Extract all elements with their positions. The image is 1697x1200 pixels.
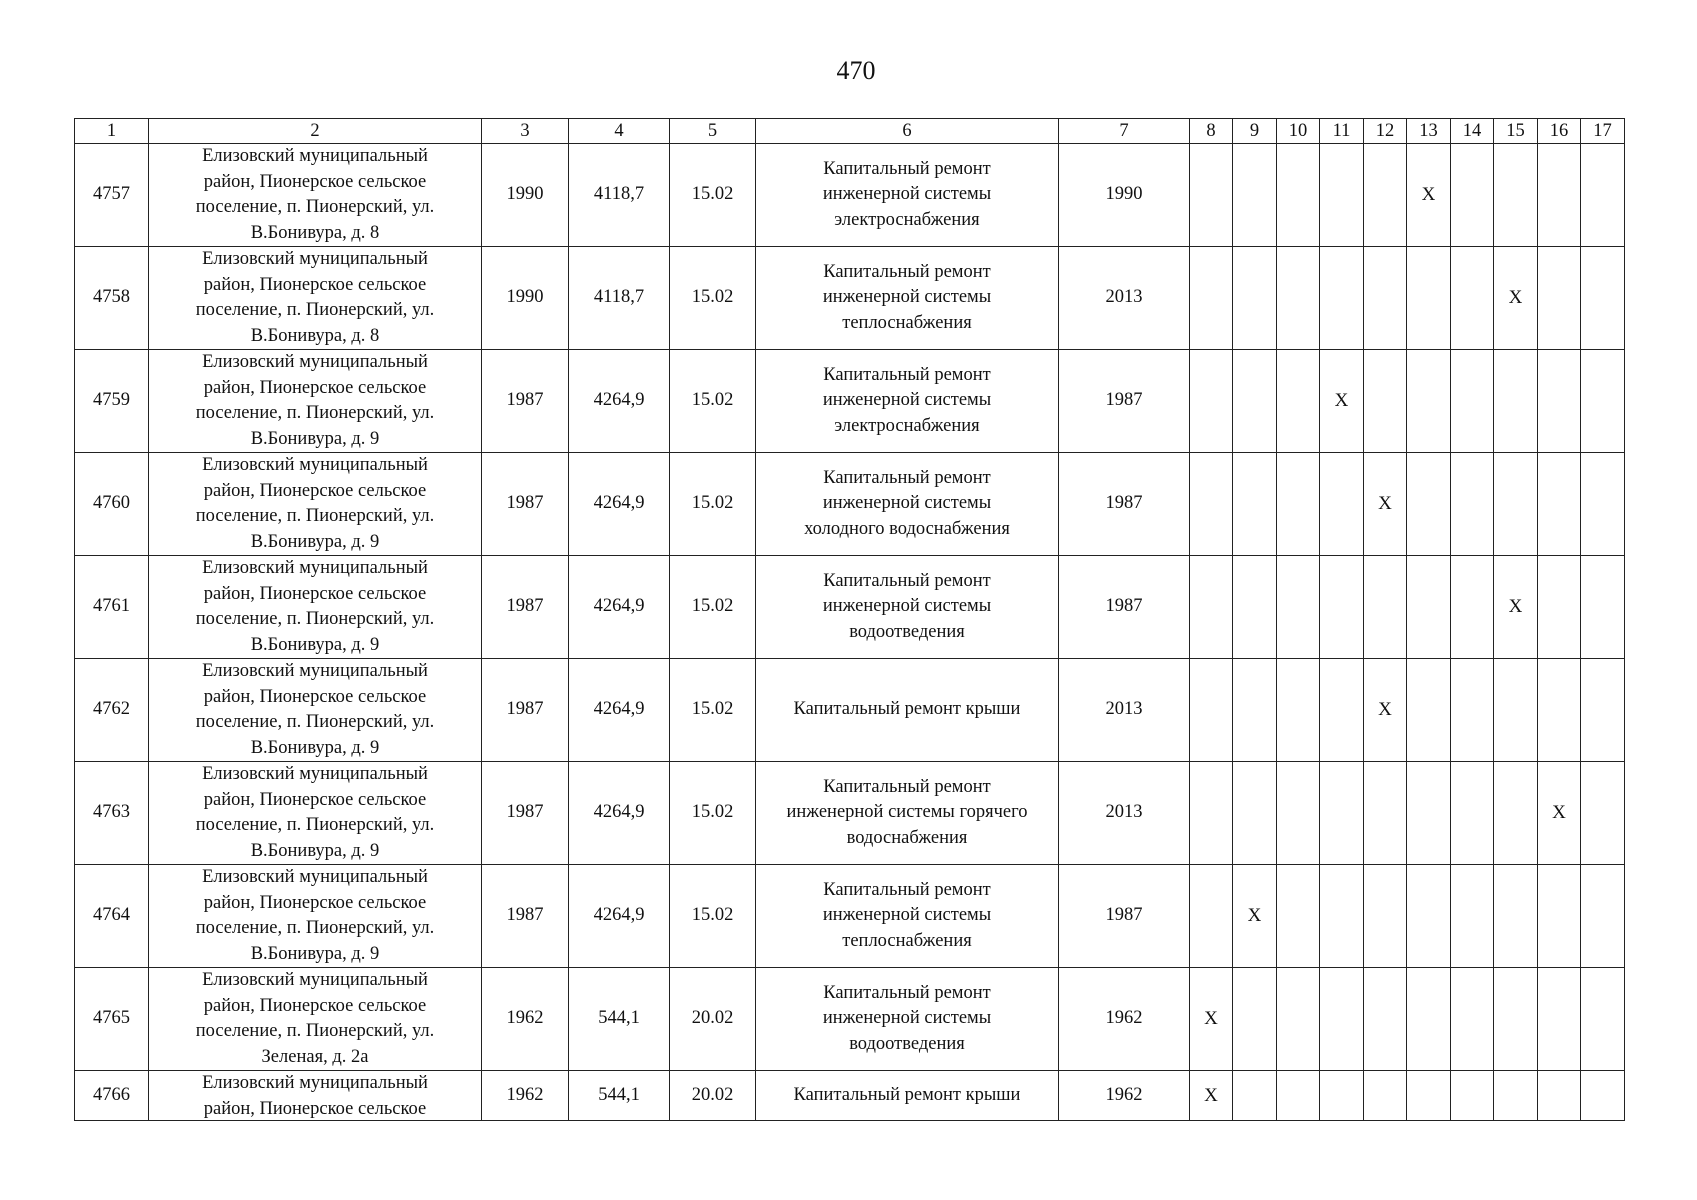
mark-col-14 (1451, 144, 1494, 247)
address-line: В.Бонивура, д. 8 (250, 325, 380, 346)
mark-col-16 (1538, 247, 1581, 350)
mark-col-10 (1277, 659, 1320, 762)
commission-year: 1962 (482, 968, 569, 1071)
table-row (75, 659, 1625, 762)
total-area: 4264,9 (569, 350, 670, 453)
mark-col-10 (1277, 247, 1320, 350)
mark-col-10 (1277, 865, 1320, 968)
address-line: Зеленая, д. 2а (261, 1046, 369, 1067)
column-number-10: 10 (1277, 119, 1320, 144)
address-line: район, Пионерское сельское (203, 274, 427, 295)
mark-col-8 (1190, 556, 1233, 659)
work-code: 15.02 (670, 762, 756, 865)
work-line: Капитальный ремонт (823, 776, 991, 797)
work-description (756, 350, 1059, 453)
work-code: 20.02 (670, 1071, 756, 1121)
mark-col-13 (1407, 659, 1451, 762)
row-number: 4765 (75, 968, 149, 1071)
mark-col-12 (1364, 350, 1407, 453)
row-number: 4758 (75, 247, 149, 350)
page-number: 470 (836, 56, 876, 85)
table-row (75, 556, 1625, 659)
work-line: холодного водоснабжения (804, 518, 1010, 539)
row-number: 4763 (75, 762, 149, 865)
column-number-3: 3 (482, 119, 569, 144)
address-line: поселение, п. Пионерский, ул. (195, 197, 435, 217)
mark-col-8 (1190, 247, 1233, 350)
mark-col-9 (1233, 247, 1277, 350)
address-cell (149, 556, 482, 659)
register-table (74, 118, 1625, 1121)
mark-col-15 (1494, 865, 1538, 968)
mark-col-14 (1451, 556, 1494, 659)
mark-col-9 (1233, 762, 1277, 865)
work-line: инженерной системы (822, 1008, 992, 1029)
mark-col-13 (1407, 350, 1451, 453)
mark-col-10 (1277, 350, 1320, 453)
address-line: В.Бонивура, д. 9 (250, 737, 380, 758)
mark-col-16: X (1538, 762, 1581, 865)
work-code: 15.02 (670, 247, 756, 350)
row-number: 4766 (75, 1071, 149, 1121)
mark-col-14 (1451, 247, 1494, 350)
address-line: Елизовский муниципальный (202, 661, 428, 681)
commission-year: 1987 (482, 762, 569, 865)
mark-col-11 (1320, 762, 1364, 865)
mark-col-10 (1277, 968, 1320, 1071)
mark-col-10 (1277, 144, 1320, 247)
work-line: Капитальный ремонт (823, 570, 991, 591)
address-line: район, Пионерское сельское (203, 892, 427, 913)
row-number: 4764 (75, 865, 149, 968)
work-line: инженерной системы (822, 184, 992, 205)
total-area: 4118,7 (569, 144, 670, 247)
mark-col-9 (1233, 659, 1277, 762)
mark-col-8 (1190, 350, 1233, 453)
address-cell (149, 968, 482, 1071)
mark-col-9 (1233, 144, 1277, 247)
work-code: 15.02 (670, 556, 756, 659)
mark-col-13 (1407, 865, 1451, 968)
commission-year: 1987 (482, 865, 569, 968)
mark-col-8 (1190, 865, 1233, 968)
work-line: инженерной системы (822, 390, 992, 411)
address-line: Елизовский муниципальный (202, 455, 428, 475)
address-line: район, Пионерское сельское (203, 1098, 427, 1119)
work-line: инженерной системы (822, 493, 992, 514)
table-row (75, 1071, 1625, 1121)
table-row (75, 350, 1625, 453)
last-repair-year: 1987 (1059, 350, 1190, 453)
address-line: поселение, п. Пионерский, ул. (195, 712, 435, 732)
work-line: инженерной системы (822, 596, 992, 617)
address-line: поселение, п. Пионерский, ул. (195, 506, 435, 526)
mark-col-17 (1581, 144, 1625, 247)
address-line: поселение, п. Пионерский, ул. (195, 300, 435, 320)
mark-col-15 (1494, 1071, 1538, 1121)
mark-col-13 (1407, 968, 1451, 1071)
mark-col-17 (1581, 350, 1625, 453)
mark-col-10 (1277, 453, 1320, 556)
address-line: Елизовский муниципальный (202, 867, 428, 887)
work-description (756, 247, 1059, 350)
mark-col-15 (1494, 659, 1538, 762)
row-number: 4760 (75, 453, 149, 556)
mark-col-9: X (1233, 865, 1277, 968)
address-line: В.Бонивура, д. 8 (250, 222, 380, 243)
mark-col-16 (1538, 1071, 1581, 1121)
work-description (756, 968, 1059, 1071)
column-number-8: 8 (1190, 119, 1233, 144)
mark-col-16 (1538, 968, 1581, 1071)
work-code: 15.02 (670, 659, 756, 762)
mark-col-15 (1494, 968, 1538, 1071)
address-line: район, Пионерское сельское (203, 480, 427, 501)
mark-col-17 (1581, 247, 1625, 350)
mark-col-8 (1190, 762, 1233, 865)
address-cell (149, 762, 482, 865)
work-line: инженерной системы (822, 287, 992, 308)
column-number-9: 9 (1233, 119, 1277, 144)
work-line: Капитальный ремонт (823, 364, 991, 385)
mark-col-11 (1320, 968, 1364, 1071)
mark-col-17 (1581, 865, 1625, 968)
work-description (756, 659, 1059, 762)
work-line: Капитальный ремонт крыши (793, 1084, 1021, 1105)
mark-col-17 (1581, 762, 1625, 865)
address-cell (149, 350, 482, 453)
mark-col-10 (1277, 1071, 1320, 1121)
row-number: 4757 (75, 144, 149, 247)
address-line: поселение, п. Пионерский, ул. (195, 403, 435, 423)
mark-col-13 (1407, 556, 1451, 659)
mark-col-12: X (1364, 659, 1407, 762)
column-number-7: 7 (1059, 119, 1190, 144)
commission-year: 1990 (482, 247, 569, 350)
mark-col-12 (1364, 144, 1407, 247)
mark-col-11 (1320, 865, 1364, 968)
mark-col-10 (1277, 762, 1320, 865)
mark-col-9 (1233, 453, 1277, 556)
row-number: 4759 (75, 350, 149, 453)
row-number: 4762 (75, 659, 149, 762)
column-number-13: 13 (1407, 119, 1451, 144)
total-area: 4264,9 (569, 659, 670, 762)
mark-col-8: X (1190, 968, 1233, 1071)
mark-col-13 (1407, 1071, 1451, 1121)
address-line: Елизовский муниципальный (202, 249, 428, 269)
table-row (75, 144, 1625, 247)
work-description (756, 1071, 1059, 1121)
address-line: поселение, п. Пионерский, ул. (195, 1021, 435, 1041)
mark-col-16 (1538, 659, 1581, 762)
address-cell (149, 1071, 482, 1121)
last-repair-year: 1962 (1059, 1071, 1190, 1121)
column-number-row (75, 119, 1625, 144)
column-number-1: 1 (75, 119, 149, 144)
address-line: район, Пионерское сельское (203, 789, 427, 810)
mark-col-12 (1364, 556, 1407, 659)
mark-col-11 (1320, 144, 1364, 247)
mark-col-12 (1364, 762, 1407, 865)
mark-col-13 (1407, 453, 1451, 556)
last-repair-year: 1987 (1059, 865, 1190, 968)
address-line: Елизовский муниципальный (202, 1073, 428, 1093)
address-cell (149, 659, 482, 762)
mark-col-16 (1538, 865, 1581, 968)
address-line: Елизовский муниципальный (202, 764, 428, 784)
mark-col-8: X (1190, 1071, 1233, 1121)
work-code: 15.02 (670, 865, 756, 968)
mark-col-12 (1364, 247, 1407, 350)
mark-col-13 (1407, 762, 1451, 865)
work-code: 15.02 (670, 453, 756, 556)
work-line: водоотведения (849, 1033, 965, 1054)
commission-year: 1962 (482, 1071, 569, 1121)
work-line: теплоснабжения (842, 930, 972, 951)
work-line: Капитальный ремонт крыши (793, 699, 1021, 720)
total-area: 4264,9 (569, 865, 670, 968)
work-description (756, 556, 1059, 659)
mark-col-16 (1538, 144, 1581, 247)
column-number-15: 15 (1494, 119, 1538, 144)
mark-col-12 (1364, 1071, 1407, 1121)
mark-col-17 (1581, 659, 1625, 762)
mark-col-11: X (1320, 350, 1364, 453)
mark-col-14 (1451, 453, 1494, 556)
table-row (75, 247, 1625, 350)
commission-year: 1987 (482, 453, 569, 556)
commission-year: 1987 (482, 350, 569, 453)
address-line: район, Пионерское сельское (203, 686, 427, 707)
mark-col-16 (1538, 453, 1581, 556)
mark-col-13: X (1407, 144, 1451, 247)
mark-col-11 (1320, 659, 1364, 762)
address-cell (149, 144, 482, 247)
address-line: поселение, п. Пионерский, ул. (195, 609, 435, 629)
address-line: Елизовский муниципальный (202, 352, 428, 372)
table-row (75, 453, 1625, 556)
mark-col-11 (1320, 247, 1364, 350)
work-line: инженерной системы (822, 905, 992, 926)
address-line: район, Пионерское сельское (203, 171, 427, 192)
work-code: 15.02 (670, 144, 756, 247)
address-line: Елизовский муниципальный (202, 558, 428, 578)
mark-col-11 (1320, 556, 1364, 659)
mark-col-10 (1277, 556, 1320, 659)
mark-col-15 (1494, 350, 1538, 453)
work-description (756, 865, 1059, 968)
mark-col-14 (1451, 762, 1494, 865)
column-number-2: 2 (149, 119, 482, 144)
column-number-17: 17 (1581, 119, 1625, 144)
column-number-14: 14 (1451, 119, 1494, 144)
work-line: инженерной системы горячего (786, 802, 1028, 823)
work-line: электроснабжения (834, 415, 980, 436)
address-line: В.Бонивура, д. 9 (250, 840, 380, 861)
work-line: теплоснабжения (842, 312, 972, 333)
table-row (75, 762, 1625, 865)
address-line: В.Бонивура, д. 9 (250, 634, 380, 655)
mark-col-16 (1538, 350, 1581, 453)
last-repair-year: 1987 (1059, 556, 1190, 659)
address-line: В.Бонивура, д. 9 (250, 428, 380, 449)
last-repair-year: 2013 (1059, 659, 1190, 762)
work-line: электроснабжения (834, 209, 980, 230)
address-cell (149, 865, 482, 968)
address-line: В.Бонивура, д. 9 (250, 943, 380, 964)
mark-col-16 (1538, 556, 1581, 659)
mark-col-8 (1190, 453, 1233, 556)
mark-col-11 (1320, 1071, 1364, 1121)
work-description (756, 144, 1059, 247)
address-line: район, Пионерское сельское (203, 377, 427, 398)
column-number-5: 5 (670, 119, 756, 144)
total-area: 544,1 (569, 968, 670, 1071)
last-repair-year: 1962 (1059, 968, 1190, 1071)
work-line: водоснабжения (846, 827, 968, 848)
row-number: 4761 (75, 556, 149, 659)
work-line: Капитальный ремонт (823, 982, 991, 1003)
mark-col-15: X (1494, 556, 1538, 659)
total-area: 4264,9 (569, 762, 670, 865)
mark-col-9 (1233, 350, 1277, 453)
mark-col-17 (1581, 968, 1625, 1071)
total-area: 544,1 (569, 1071, 670, 1121)
mark-col-12 (1364, 968, 1407, 1071)
work-line: Капитальный ремонт (823, 467, 991, 488)
mark-col-12: X (1364, 453, 1407, 556)
mark-col-11 (1320, 453, 1364, 556)
mark-col-9 (1233, 1071, 1277, 1121)
column-number-4: 4 (569, 119, 670, 144)
last-repair-year: 2013 (1059, 247, 1190, 350)
address-line: район, Пионерское сельское (203, 583, 427, 604)
mark-col-17 (1581, 453, 1625, 556)
mark-col-15: X (1494, 247, 1538, 350)
mark-col-15 (1494, 453, 1538, 556)
mark-col-15 (1494, 762, 1538, 865)
mark-col-9 (1233, 556, 1277, 659)
address-line: В.Бонивура, д. 9 (250, 531, 380, 552)
column-number-11: 11 (1320, 119, 1364, 144)
address-cell (149, 247, 482, 350)
work-code: 15.02 (670, 350, 756, 453)
last-repair-year: 1990 (1059, 144, 1190, 247)
mark-col-14 (1451, 659, 1494, 762)
last-repair-year: 2013 (1059, 762, 1190, 865)
mark-col-9 (1233, 968, 1277, 1071)
mark-col-13 (1407, 247, 1451, 350)
work-line: водоотведения (849, 621, 965, 642)
column-number-6: 6 (756, 119, 1059, 144)
mark-col-17 (1581, 1071, 1625, 1121)
total-area: 4118,7 (569, 247, 670, 350)
work-description (756, 453, 1059, 556)
address-line: район, Пионерское сельское (203, 995, 427, 1016)
mark-col-8 (1190, 659, 1233, 762)
total-area: 4264,9 (569, 453, 670, 556)
address-line: Елизовский муниципальный (202, 146, 428, 166)
total-area: 4264,9 (569, 556, 670, 659)
mark-col-14 (1451, 1071, 1494, 1121)
work-line: Капитальный ремонт (823, 158, 991, 179)
address-line: поселение, п. Пионерский, ул. (195, 918, 435, 938)
address-line: поселение, п. Пионерский, ул. (195, 815, 435, 835)
work-line: Капитальный ремонт (823, 879, 991, 900)
mark-col-17 (1581, 556, 1625, 659)
mark-col-14 (1451, 350, 1494, 453)
mark-col-8 (1190, 144, 1233, 247)
last-repair-year: 1987 (1059, 453, 1190, 556)
address-cell (149, 453, 482, 556)
column-number-16: 16 (1538, 119, 1581, 144)
work-code: 20.02 (670, 968, 756, 1071)
table-row (75, 968, 1625, 1071)
mark-col-14 (1451, 968, 1494, 1071)
commission-year: 1990 (482, 144, 569, 247)
mark-col-12 (1364, 865, 1407, 968)
mark-col-15 (1494, 144, 1538, 247)
address-line: Елизовский муниципальный (202, 970, 428, 990)
table-row (75, 865, 1625, 968)
mark-col-14 (1451, 865, 1494, 968)
work-line: Капитальный ремонт (823, 261, 991, 282)
column-number-12: 12 (1364, 119, 1407, 144)
commission-year: 1987 (482, 556, 569, 659)
work-description (756, 762, 1059, 865)
commission-year: 1987 (482, 659, 569, 762)
